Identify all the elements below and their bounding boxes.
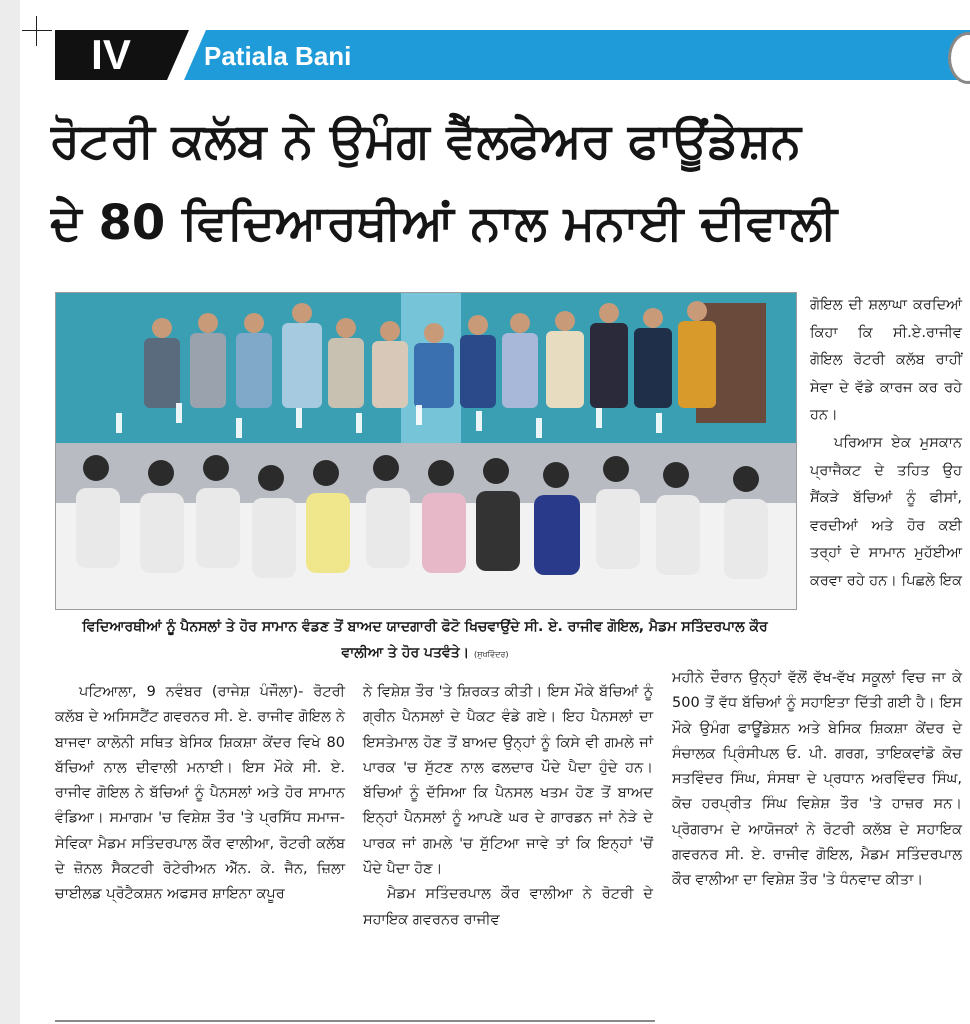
article-column-2-text-b: ਮੈਡਮ ਸਤਿੰਦਰਪਾਲ ਕੌਰ ਵਾਲੀਆ ਨੇ ਰੋਟਰੀ ਦੇ ਸਹਾਇਕ ਗਵਰਨਰ ਰਾਜੀਵ <box>363 886 653 928</box>
headline <box>50 100 960 264</box>
side-column-paragraph-1: ਗੋਇਲ ਦੀ ਸ਼ਲਾਘਾ ਕਰਦਿਆਂ ਕਿਹਾ ਕਿ ਸੀ.ਏ.ਰਾਜੀਵ ਗੋਇਲ ਰੋਟਰੀ ਕਲੱਬ ਰਾਹੀਂ ਸੇਵਾ ਦੇ ਵੱਡੇ ਕਾਰਜ ਕਰ ਰਹੇ ਹਨ। <box>810 297 962 424</box>
headline-line-1: ਰੋਟਰੀ ਕਲੱਬ ਨੇ ਉਮੰਗ ਵੈੱਲਫੇਅਰ ਫਾਊਂਡੇਸ਼ਨ <box>50 113 801 169</box>
article-column-3-text: ਮਹੀਨੇ ਦੌਰਾਨ ਉਨ੍ਹਾਂ ਵੱਲੋਂ ਵੱਖ-ਵੱਖ ਸਕੂਲਾਂ ਵਿਚ ਜਾ ਕੇ 500 ਤੋਂ ਵੱਧ ਬੱਚਿਆਂ ਨੂੰ ਸਹਾਇਤਾ ਦਿੱਤੀ ਗਈ ਹੈ। ਇਸ ਮੌਕੇ ਉਮੰਗ ਫਾਊਂਡੇਸ਼ਨ ਅਤੇ ਬੇਸਿਕ ਸ਼ਿਕਸ਼ਾ ਕੇਂਦਰ ਦੇ ਸੰਚਾਲਕ ਪ੍ਰਿੰਸੀਪਲ ਓ. ਪੀ. ਗਰਗ, ਤਾਇਕਵਾਂਡੋ ਕੋਚ ਸਤਵਿੰਦਰ ਸਿੰਘ, ਸੰਸਥਾ ਦੇ ਪ੍ਰਧਾਨ ਅਰਵਿੰਦਰ ਸਿੰਘ, ਕੋਚ ਹਰਪ੍ਰੀਤ ਸਿੰਘ ਵਿਸ਼ੇਸ਼ ਤੌਰ 'ਤੇ ਹਾਜ਼ਰ ਸਨ। ਪ੍ਰੋਗਰਾਮ ਦੇ ਆਯੋਜਕਾਂ ਨੇ ਰੋਟਰੀ ਕਲੱਬ ਦੇ ਸਹਾਇਕ ਗਵਰਨਰ ਸੀ. ਏ. ਰਾਜੀਵ ਗੋਇਲ, ਮੈਡਮ ਸਤਿੰਦਰਪਾਲ ਕੌਰ ਵਾਲੀਆ ਦਾ ਵਿਸ਼ੇਸ਼ ਤੌਰ 'ਤੇ ਧੰਨਵਾਦ ਕੀਤਾ। <box>672 670 962 889</box>
side-column <box>810 292 962 596</box>
photo-caption-text: ਵਿਦਿਆਰਥੀਆਂ ਨੂੰ ਪੈਨਸਲਾਂ ਤੇ ਹੋਰ ਸਾਮਾਨ ਵੰਡਣ ਤੋਂ ਬਾਅਦ ਯਾਦਗਾਰੀ ਫੋਟੋ ਖਿਚਵਾਉਂਦੇ ਸੀ. ਏ. ਰਾਜੀਵ ਗੋਇਲ, ਮੈਡਮ ਸਤਿੰਦਰਪਾਲ ਕੌਰ ਵਾਲੀਆ ਤੇ ਹੋਰ ਪਤਵੰਤੇ। <box>82 619 768 661</box>
page-margin <box>0 0 20 1024</box>
section-name: Patiala Bani <box>204 41 352 71</box>
bottom-rule <box>55 1020 655 1022</box>
headline-line-2: ਦੇ 80 ਵਿਦਿਆਰਥੀਆਂ ਨਾਲ ਮਨਾਈ ਦੀਵਾਲੀ <box>50 195 838 251</box>
section-header <box>50 30 970 84</box>
section-number: IV <box>55 30 167 80</box>
photo-caption <box>60 614 790 668</box>
article-column-1-text: ਪਟਿਆਲਾ, 9 ਨਵੰਬਰ (ਰਾਜੇਸ਼ ਪੰਜੌਲਾ)- ਰੋਟਰੀ ਕਲੱਬ ਦੇ ਅਸਿਸਟੈਂਟ ਗਵਰਨਰ ਸੀ. ਏ. ਰਾਜੀਵ ਗੋਇਲ ਨੇ ਬਾਜਵਾ ਕਾਲੋਨੀ ਸਥਿਤ ਬੇਸਿਕ ਸ਼ਿਕਸ਼ਾ ਕੇਂਦਰ ਵਿਖੇ 80 ਬੱਚਿਆਂ ਨਾਲ ਦੀਵਾਲੀ ਮਨਾਈ। ਇਸ ਮੌਕੇ ਸੀ. ਏ. ਰਾਜੀਵ ਗੋਇਲ ਨੇ ਬੱਚਿਆਂ ਨੂੰ ਪੈਨਸਲਾਂ ਅਤੇ ਹੋਰ ਸਾਮਾਨ ਵੰਡਿਆ। ਸਮਾਗਮ 'ਚ ਵਿਸ਼ੇਸ਼ ਤੌਰ 'ਤੇ ਪ੍ਰਸਿੱਧ ਸਮਾਜ-ਸੇਵਿਕਾ ਮੈਡਮ ਸਤਿੰਦਰਪਾਲ ਕੌਰ ਵਾਲੀਆ, ਰੋਟਰੀ ਕਲੱਬ ਦੇ ਜ਼ੋਨਲ ਸੈਕਟਰੀ ਰੋਟੇਰੀਅਨ ਐੱਨ. ਕੇ. ਜੈਨ, ਜ਼ਿਲਾ ਚਾਈਲਡ ਪ੍ਰੋਟੈਕਸ਼ਨ ਅਫਸਰ ਸ਼ਾਇਨਾ ਕਪੂਰ <box>55 684 345 903</box>
article-column-2-text: ਨੇ ਵਿਸ਼ੇਸ਼ ਤੌਰ 'ਤੇ ਸ਼ਿਰਕਤ ਕੀਤੀ। ਇਸ ਮੌਕੇ ਬੱਚਿਆਂ ਨੂੰ ਗ੍ਰੀਨ ਪੈਨਸਲਾਂ ਦੇ ਪੈਕਟ ਵੰਡੇ ਗਏ। ਇਹ ਪੈਨਸਲਾਂ ਦਾ ਇਸਤੇਮਾਲ ਹੋਣ ਤੋਂ ਬਾਅਦ ਉਨ੍ਹਾਂ ਨੂੰ ਕਿਸੇ ਵੀ ਗਮਲੇ ਜਾਂ ਪਾਰਕ 'ਚ ਸੁੱਟਣ ਨਾਲ ਫਲਦਾਰ ਪੌਦੇ ਪੈਦਾ ਹੁੰਦੇ ਹਨ। ਬੱਚਿਆਂ ਨੂੰ ਦੱਸਿਆ ਕਿ ਪੈਨਸਲ ਖਤਮ ਹੋਣ ਤੋਂ ਬਾਅਦ ਇਨ੍ਹਾਂ ਪੈਨਸਲਾਂ ਨੂੰ ਆਪਣੇ ਘਰ ਦੇ ਗਾਰਡਨ ਜਾਂ ਨੇੜੇ ਦੇ ਪਾਰਕ ਜਾਂ ਗਮਲੇ 'ਚ ਸੁੱਟਿਆ ਜਾਵੇ ਤਾਂ ਕਿ ਇਨ੍ਹਾਂ 'ਚੋਂ ਪੌਦੇ ਪੈਦਾ ਹੋਣ। <box>363 684 653 878</box>
section-number-slant <box>167 30 189 80</box>
group-photo <box>55 292 797 610</box>
article-column-3 <box>672 666 962 894</box>
article-column-2 <box>363 680 653 933</box>
article-column-1 <box>55 680 345 908</box>
group-photo-illustration <box>56 293 796 609</box>
crop-mark-icon <box>22 16 52 46</box>
photo-credit: (ਸੁਖਵਿੰਦਰ) <box>474 650 509 659</box>
side-column-paragraph-2: ਪਰਿਆਸ ਏਕ ਮੁਸਕਾਨ ਪ੍ਰਾਜੈਕਟ ਦੇ ਤਹਿਤ ਉਹ ਸੈਂਕੜੇ ਬੱਚਿਆਂ ਨੂੰ ਫੀਸਾਂ, ਵਰਦੀਆਂ ਅਤੇ ਹੋਰ ਕਈ ਤਰ੍ਹਾਂ ਦੇ ਸਾਮਾਨ ਮੁਹੱਈਆ ਕਰਵਾ ਰਹੇ ਹਨ। ਪਿਛਲੇ ਇਕ <box>810 434 962 589</box>
